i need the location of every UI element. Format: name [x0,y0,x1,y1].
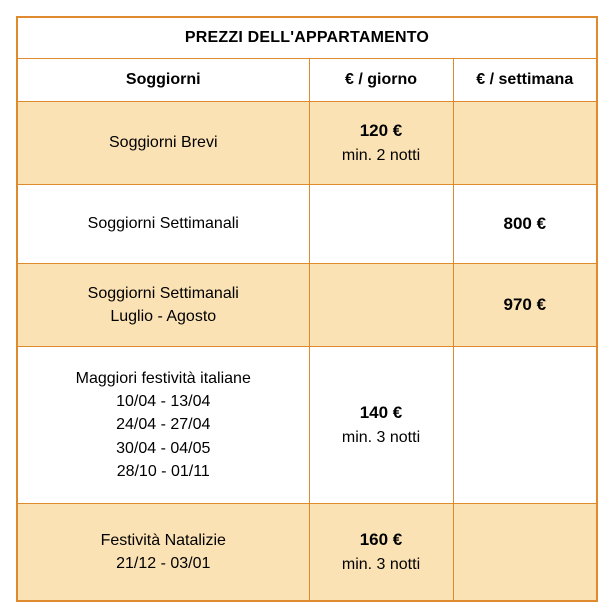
table-row [17,102,597,185]
table-row [17,264,597,347]
row-week-price-festivita-italiane [453,347,597,504]
day-price-value: 140 € [359,403,403,423]
row-label-soggiorni-brevi [17,102,309,185]
row-label-line: Maggiori festività italiane [75,370,251,388]
row-day-price-soggiorni-settimanali [309,185,453,264]
row-label-line: Soggiorni Settimanali [87,284,239,302]
row-label-settimanali-luglio-agosto [17,264,309,347]
header-prezzo-settimana: € / settimana [453,59,597,102]
day-price-value: 160 € [359,530,403,550]
row-week-price-festivita-natalizie [453,504,597,602]
row-label-line: Festività Natalizie [100,531,226,549]
header-soggiorni: Soggiorni [17,59,309,102]
table-row [17,347,597,504]
apartment-price-table [16,16,598,602]
row-day-price-settimanali-luglio-agosto [309,264,453,347]
row-label-line: 28/10 - 01/11 [116,462,210,480]
row-label-line: Luglio - Agosto [110,308,217,325]
row-label-soggiorni-settimanali [17,185,309,264]
day-price-note: min. 3 notti [341,428,421,446]
row-label-line: Soggiorni Brevi [109,134,218,152]
row-label-festivita-natalizie [17,504,309,602]
table-header-row [17,59,597,102]
table-title-row [17,17,597,59]
row-week-price-soggiorni-brevi [453,102,597,185]
week-price-value: 800 € [503,213,547,233]
row-day-price-festivita-natalizie [309,504,453,602]
row-label-festivita-italiane [17,347,309,504]
table-title: PREZZI DELL'APPARTAMENTO [17,17,597,59]
row-label-line: 30/04 - 04/05 [116,439,211,457]
row-label-line: 10/04 - 13/04 [116,393,211,411]
row-week-price-soggiorni-settimanali [453,185,597,264]
day-price-note: min. 2 notti [341,146,421,164]
table-row [17,504,597,602]
table-row [17,185,597,264]
header-prezzo-giorno: € / giorno [309,59,453,102]
day-price-note: min. 3 notti [341,555,421,573]
row-label-line: Soggiorni Settimanali [87,215,239,233]
row-day-price-soggiorni-brevi [309,102,453,185]
day-price-value: 120 € [359,121,403,141]
row-day-price-festivita-italiane [309,347,453,504]
row-week-price-settimanali-luglio-agosto [453,264,597,347]
row-label-line: 24/04 - 27/04 [116,416,211,434]
week-price-value: 970 € [503,294,547,314]
row-label-line: 21/12 - 03/01 [116,555,211,572]
